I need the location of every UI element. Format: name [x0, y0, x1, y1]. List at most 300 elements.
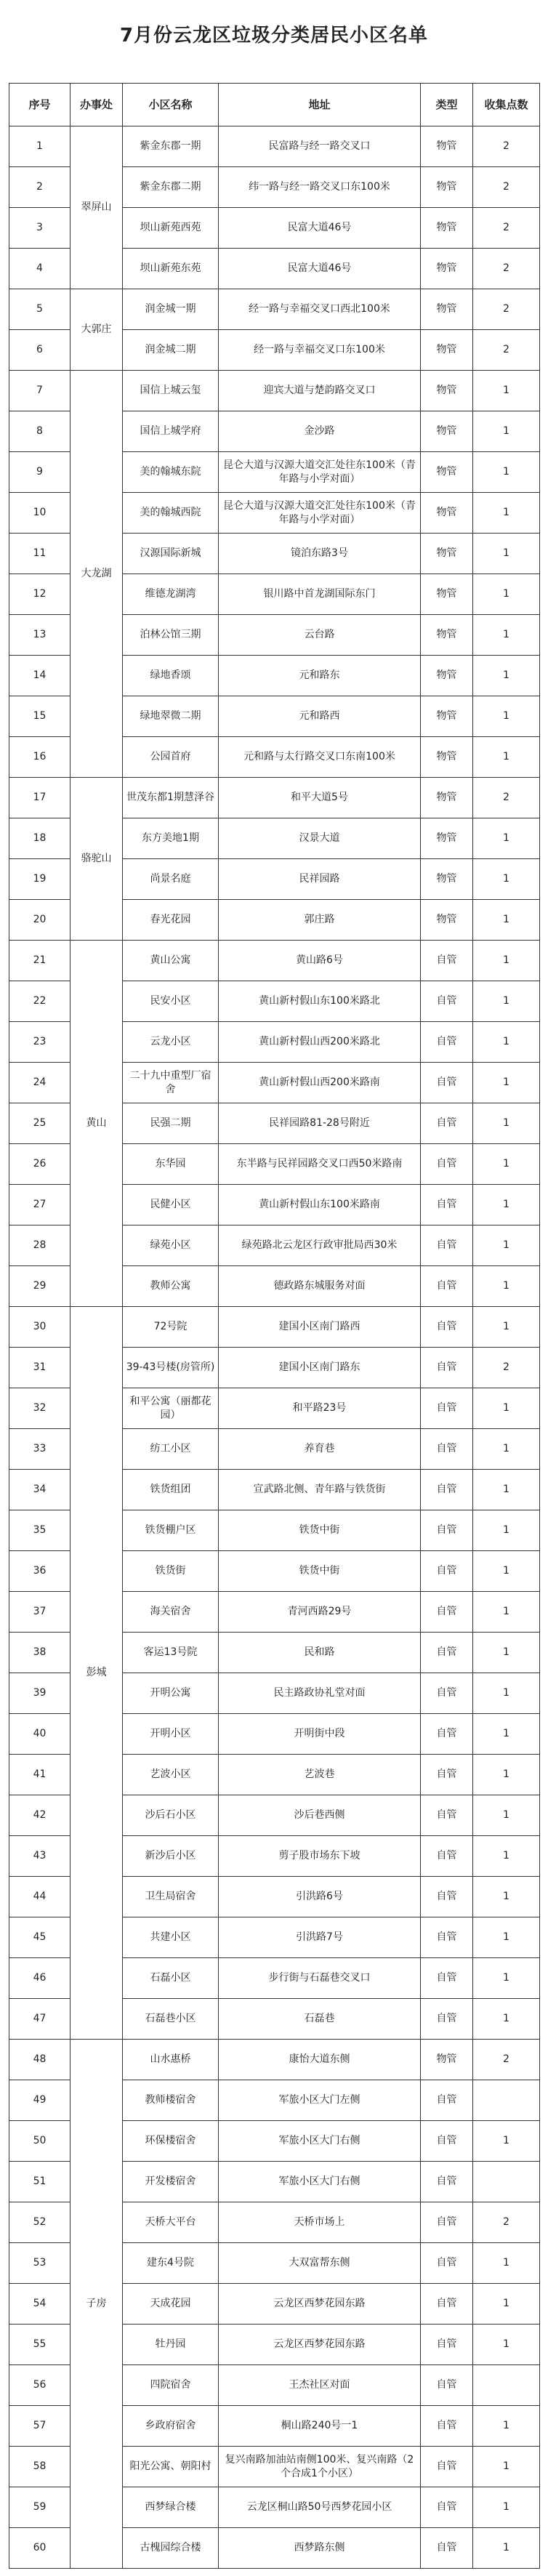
row-index: 57: [9, 2406, 70, 2447]
community-name: 云龙小区: [123, 1022, 219, 1063]
collection-points: 1: [473, 1388, 540, 1429]
address: 西梦路东侧: [219, 2528, 421, 2569]
management-type: 自管: [421, 1103, 473, 1144]
management-type: 物管: [421, 656, 473, 696]
collection-points: 1: [473, 696, 540, 737]
management-type: 自管: [421, 1063, 473, 1103]
management-type: 自管: [421, 1795, 473, 1836]
collection-points: 1: [473, 452, 540, 493]
collection-points: 1: [473, 941, 540, 981]
address: 铁货中街: [219, 1510, 421, 1551]
management-type: 物管: [421, 126, 473, 167]
collection-points: 2: [473, 249, 540, 289]
address: 沙后巷西侧: [219, 1795, 421, 1836]
row-index: 29: [9, 1266, 70, 1307]
header-office: 办事处: [70, 84, 123, 126]
collection-points: 1: [473, 1185, 540, 1225]
collection-points: 2: [473, 126, 540, 167]
collection-points: 1: [473, 411, 540, 452]
collection-points: 1: [473, 1755, 540, 1795]
management-type: 物管: [421, 411, 473, 452]
management-type: 自管: [421, 1429, 473, 1470]
management-type: 自管: [421, 1022, 473, 1063]
management-type: 自管: [421, 2528, 473, 2569]
address: 养育巷: [219, 1429, 421, 1470]
office-name: 大龙湖: [70, 371, 123, 778]
management-type: 物管: [421, 2040, 473, 2080]
office-name: 大郭庄: [70, 289, 123, 371]
row-index: 36: [9, 1551, 70, 1592]
management-type: 自管: [421, 1592, 473, 1633]
management-type: 物管: [421, 371, 473, 411]
row-index: 22: [9, 981, 70, 1022]
community-name: 泊林公馆三期: [123, 615, 219, 656]
community-name: 尚景名庭: [123, 859, 219, 900]
collection-points: 1: [473, 1917, 540, 1958]
address: 金沙路: [219, 411, 421, 452]
address: 军旅小区大门左侧: [219, 2080, 421, 2121]
collection-points: 2: [473, 778, 540, 818]
collection-points: 1: [473, 1144, 540, 1185]
community-name: 民健小区: [123, 1185, 219, 1225]
address: 民富大道46号: [219, 249, 421, 289]
address: 郭庄路: [219, 900, 421, 941]
collection-points: 1: [473, 574, 540, 615]
row-index: 42: [9, 1795, 70, 1836]
table-row: [9, 778, 540, 818]
community-name: 卫生局宿舍: [123, 1877, 219, 1917]
row-index: 14: [9, 656, 70, 696]
management-type: 自管: [421, 1999, 473, 2040]
management-type: 自管: [421, 1144, 473, 1185]
collection-points: 1: [473, 2528, 540, 2569]
address: 剪子股市场东下坡: [219, 1836, 421, 1877]
management-type: 自管: [421, 1307, 473, 1348]
community-name: 阳光公寓、朝阳村: [123, 2447, 219, 2487]
management-type: 自管: [421, 1877, 473, 1917]
address: 云台路: [219, 615, 421, 656]
row-index: 23: [9, 1022, 70, 1063]
community-name: 教师楼宿舍: [123, 2080, 219, 2121]
row-index: 16: [9, 737, 70, 778]
collection-points: 1: [473, 1592, 540, 1633]
management-type: 自管: [421, 2284, 473, 2325]
table-row: [9, 126, 540, 167]
management-type: 自管: [421, 1633, 473, 1673]
management-type: 自管: [421, 2325, 473, 2365]
management-type: 自管: [421, 1958, 473, 1999]
row-index: 46: [9, 1958, 70, 1999]
address: 步行街与石磊巷交叉口: [219, 1958, 421, 1999]
management-type: 物管: [421, 696, 473, 737]
row-index: 10: [9, 493, 70, 534]
row-index: 41: [9, 1755, 70, 1795]
row-index: 2: [9, 167, 70, 208]
collection-points: 2: [473, 2202, 540, 2243]
row-index: 4: [9, 249, 70, 289]
management-type: 物管: [421, 574, 473, 615]
address: 黄山新村假山西200米路北: [219, 1022, 421, 1063]
community-name: 天成花园: [123, 2284, 219, 2325]
address: 元和路西: [219, 696, 421, 737]
table-row: [9, 289, 540, 330]
management-type: 自管: [421, 1470, 473, 1510]
community-name: 东方美地1期: [123, 818, 219, 859]
management-type: 自管: [421, 2121, 473, 2162]
community-name: 铁货组团: [123, 1470, 219, 1510]
community-name: 牡丹园: [123, 2325, 219, 2365]
row-index: 7: [9, 371, 70, 411]
table-row: [9, 2040, 540, 2080]
address: 纬一路与经一路交叉口东100米: [219, 167, 421, 208]
address: 桐山路240号一1: [219, 2406, 421, 2447]
community-name: 环保楼宿舍: [123, 2121, 219, 2162]
community-name: 润金城一期: [123, 289, 219, 330]
community-name: 山水惠桥: [123, 2040, 219, 2080]
row-index: 40: [9, 1714, 70, 1755]
management-type: 自管: [421, 1510, 473, 1551]
community-name: 绿地香颂: [123, 656, 219, 696]
row-index: 58: [9, 2447, 70, 2487]
collection-points: 1: [473, 1063, 540, 1103]
address: 石磊巷: [219, 1999, 421, 2040]
management-type: 物管: [421, 859, 473, 900]
collection-points: 1: [473, 737, 540, 778]
management-type: 自管: [421, 1225, 473, 1266]
row-index: 31: [9, 1348, 70, 1388]
collection-points: 1: [473, 1551, 540, 1592]
address: 引洪路7号: [219, 1917, 421, 1958]
collection-points: 1: [473, 2487, 540, 2528]
community-name: 二十九中重型厂宿舍: [123, 1063, 219, 1103]
community-name: 新沙后小区: [123, 1836, 219, 1877]
collection-points: 1: [473, 2121, 540, 2162]
row-index: 25: [9, 1103, 70, 1144]
address: 民祥园路: [219, 859, 421, 900]
community-name: 艺波小区: [123, 1755, 219, 1795]
collection-points: 1: [473, 1633, 540, 1673]
address: 经一路与幸福交叉口西北100米: [219, 289, 421, 330]
collection-points: [473, 2080, 540, 2121]
community-name: 39-43号楼(房管所): [123, 1348, 219, 1388]
address: 元和路东: [219, 656, 421, 696]
community-name: 美的翰城东院: [123, 452, 219, 493]
address: 建国小区南门路西: [219, 1307, 421, 1348]
management-type: 物管: [421, 778, 473, 818]
community-name: 和平公寓（丽都花园）: [123, 1388, 219, 1429]
community-name: 紫金东郡二期: [123, 167, 219, 208]
address: 大双富帮东侧: [219, 2243, 421, 2284]
table-row: [9, 371, 540, 411]
collection-points: 1: [473, 1958, 540, 1999]
collection-points: 1: [473, 2243, 540, 2284]
collection-points: 1: [473, 1103, 540, 1144]
management-type: 自管: [421, 1836, 473, 1877]
address: 迎宾大道与楚韵路交叉口: [219, 371, 421, 411]
office-name: 骆驼山: [70, 778, 123, 941]
address: 建国小区南门路东: [219, 1348, 421, 1388]
row-index: 53: [9, 2243, 70, 2284]
row-index: 56: [9, 2365, 70, 2406]
community-name: 民安小区: [123, 981, 219, 1022]
row-index: 24: [9, 1063, 70, 1103]
community-name: 美的翰城西院: [123, 493, 219, 534]
collection-points: 1: [473, 1307, 540, 1348]
community-name: 绿苑小区: [123, 1225, 219, 1266]
address: 云龙区西梦花园东路: [219, 2325, 421, 2365]
management-type: 物管: [421, 452, 473, 493]
address: 军旅小区大门右侧: [219, 2121, 421, 2162]
row-index: 33: [9, 1429, 70, 1470]
management-type: 物管: [421, 737, 473, 778]
address: 青河西路29号: [219, 1592, 421, 1633]
management-type: 物管: [421, 493, 473, 534]
address: 经一路与幸福交叉口东100米: [219, 330, 421, 371]
row-index: 13: [9, 615, 70, 656]
row-index: 1: [9, 126, 70, 167]
row-index: 60: [9, 2528, 70, 2569]
management-type: 自管: [421, 981, 473, 1022]
community-name: 维德龙湖湾: [123, 574, 219, 615]
management-type: 自管: [421, 1266, 473, 1307]
header-type: 类型: [421, 84, 473, 126]
header-points: 收集点数: [473, 84, 540, 126]
row-index: 20: [9, 900, 70, 941]
address: 和平路23号: [219, 1388, 421, 1429]
office-name: 翠屏山: [70, 126, 123, 289]
collection-points: 1: [473, 656, 540, 696]
community-name: 沙后石小区: [123, 1795, 219, 1836]
management-type: 自管: [421, 2487, 473, 2528]
community-table: [9, 83, 540, 2569]
collection-points: 2: [473, 289, 540, 330]
community-name: 东华园: [123, 1144, 219, 1185]
collection-points: 1: [473, 818, 540, 859]
community-name: 共建小区: [123, 1917, 219, 1958]
row-index: 59: [9, 2487, 70, 2528]
table-body: [9, 126, 540, 2569]
row-index: 26: [9, 1144, 70, 1185]
row-index: 19: [9, 859, 70, 900]
collection-points: 1: [473, 371, 540, 411]
management-type: 自管: [421, 2406, 473, 2447]
management-type: 自管: [421, 1348, 473, 1388]
page-title: 7月份云龙区垃圾分类居民小区名单: [119, 25, 429, 47]
collection-points: 1: [473, 1836, 540, 1877]
collection-points: 1: [473, 615, 540, 656]
management-type: 物管: [421, 208, 473, 249]
row-index: 50: [9, 2121, 70, 2162]
management-type: 物管: [421, 818, 473, 859]
collection-points: 1: [473, 493, 540, 534]
header-address: 地址: [219, 84, 421, 126]
row-index: 52: [9, 2202, 70, 2243]
row-index: 55: [9, 2325, 70, 2365]
management-type: 物管: [421, 289, 473, 330]
collection-points: 1: [473, 859, 540, 900]
address: 铁货中街: [219, 1551, 421, 1592]
collection-points: 1: [473, 900, 540, 941]
address: 民主路政协礼堂对面: [219, 1673, 421, 1714]
community-name: 润金城二期: [123, 330, 219, 371]
address: 黄山新村假山东100米路南: [219, 1185, 421, 1225]
table-row: [9, 941, 540, 981]
community-name: 公园首府: [123, 737, 219, 778]
header-community: 小区名称: [123, 84, 219, 126]
community-name: 四院宿舍: [123, 2365, 219, 2406]
row-index: 47: [9, 1999, 70, 2040]
address: 东半路与民祥园路交叉口西50米路南: [219, 1144, 421, 1185]
row-index: 51: [9, 2162, 70, 2202]
collection-points: 1: [473, 2447, 540, 2487]
row-index: 43: [9, 1836, 70, 1877]
row-index: 21: [9, 941, 70, 981]
address: 民祥园路81-28号附近: [219, 1103, 421, 1144]
office-name: 黄山: [70, 941, 123, 1307]
address: 民富大道46号: [219, 208, 421, 249]
row-index: 48: [9, 2040, 70, 2080]
address: 云龙区西梦花园东路: [219, 2284, 421, 2325]
collection-points: [473, 2162, 540, 2202]
management-type: 物管: [421, 167, 473, 208]
collection-points: 1: [473, 1266, 540, 1307]
community-name: 乡政府宿舍: [123, 2406, 219, 2447]
community-name: 纺工小区: [123, 1429, 219, 1470]
row-index: 49: [9, 2080, 70, 2121]
community-name: 72号院: [123, 1307, 219, 1348]
management-type: 物管: [421, 330, 473, 371]
community-name: 建东4号院: [123, 2243, 219, 2284]
community-name: 铁货街: [123, 1551, 219, 1592]
office-name: 子房: [70, 2040, 123, 2569]
address: 元和路与太行路交叉口东南100米: [219, 737, 421, 778]
address: 民富路与经一路交叉口: [219, 126, 421, 167]
address: 天桥市场上: [219, 2202, 421, 2243]
collection-points: 1: [473, 2325, 540, 2365]
community-name: 汉源国际新城: [123, 534, 219, 574]
management-type: 物管: [421, 900, 473, 941]
address: 民和路: [219, 1633, 421, 1673]
management-type: 自管: [421, 1917, 473, 1958]
row-index: 15: [9, 696, 70, 737]
management-type: 物管: [421, 534, 473, 574]
address: 绿苑路北云龙区行政审批局西30米: [219, 1225, 421, 1266]
community-name: 教师公寓: [123, 1266, 219, 1307]
management-type: 自管: [421, 941, 473, 981]
row-index: 34: [9, 1470, 70, 1510]
community-name: 国信上城学府: [123, 411, 219, 452]
management-type: 自管: [421, 2080, 473, 2121]
address: 黄山路6号: [219, 941, 421, 981]
community-name: 天桥大平台: [123, 2202, 219, 2243]
row-index: 12: [9, 574, 70, 615]
address: 昆仑大道与汉源大道交汇处往东100米（青年路与小学对面）: [219, 493, 421, 534]
collection-points: 1: [473, 1510, 540, 1551]
collection-points: 1: [473, 981, 540, 1022]
management-type: 物管: [421, 249, 473, 289]
address: 汉景大道: [219, 818, 421, 859]
community-name: 客运13号院: [123, 1633, 219, 1673]
community-name: 民强二期: [123, 1103, 219, 1144]
address: 王杰社区对面: [219, 2365, 421, 2406]
management-type: 自管: [421, 1673, 473, 1714]
collection-points: 1: [473, 1999, 540, 2040]
row-index: 17: [9, 778, 70, 818]
collection-points: 1: [473, 1877, 540, 1917]
collection-points: 1: [473, 1225, 540, 1266]
row-index: 9: [9, 452, 70, 493]
row-index: 45: [9, 1917, 70, 1958]
row-index: 44: [9, 1877, 70, 1917]
row-index: 54: [9, 2284, 70, 2325]
address: 宣武路北侧、青年路与铁货街: [219, 1470, 421, 1510]
community-name: 国信上城云玺: [123, 371, 219, 411]
community-name: 石磊小区: [123, 1958, 219, 1999]
management-type: 物管: [421, 615, 473, 656]
address: 银川路中首龙湖国际东门: [219, 574, 421, 615]
community-name: 开明公寓: [123, 1673, 219, 1714]
row-index: 30: [9, 1307, 70, 1348]
collection-points: 1: [473, 534, 540, 574]
collection-points: 1: [473, 1714, 540, 1755]
row-index: 38: [9, 1633, 70, 1673]
management-type: 自管: [421, 1551, 473, 1592]
row-index: 6: [9, 330, 70, 371]
community-name: 西梦绿合楼: [123, 2487, 219, 2528]
row-index: 18: [9, 818, 70, 859]
collection-points: 2: [473, 2040, 540, 2080]
collection-points: 1: [473, 1673, 540, 1714]
address: 艺波巷: [219, 1755, 421, 1795]
address: 黄山新村假山东100米路北: [219, 981, 421, 1022]
community-name: 石磊巷小区: [123, 1999, 219, 2040]
address: 复兴南路加油站南侧100米、复兴南路（2个合成1个小区）: [219, 2447, 421, 2487]
collection-points: 2: [473, 1348, 540, 1388]
management-type: 自管: [421, 1185, 473, 1225]
address: 和平大道5号: [219, 778, 421, 818]
address: 康怡大道东侧: [219, 2040, 421, 2080]
management-type: 自管: [421, 1714, 473, 1755]
management-type: 自管: [421, 1755, 473, 1795]
address: 昆仑大道与汉源大道交汇处往东100米（青年路与小学对面）: [219, 452, 421, 493]
management-type: 自管: [421, 2202, 473, 2243]
row-index: 8: [9, 411, 70, 452]
community-name: 海关宿舍: [123, 1592, 219, 1633]
row-index: 5: [9, 289, 70, 330]
management-type: 自管: [421, 2365, 473, 2406]
community-name: 开发楼宿舍: [123, 2162, 219, 2202]
community-name: 坝山新苑西苑: [123, 208, 219, 249]
management-type: 自管: [421, 2243, 473, 2284]
row-index: 27: [9, 1185, 70, 1225]
header-index: 序号: [9, 84, 70, 126]
community-name: 坝山新苑东苑: [123, 249, 219, 289]
community-name: 古槐园综合楼: [123, 2528, 219, 2569]
collection-points: [473, 2365, 540, 2406]
table-row: [9, 1307, 540, 1348]
table-header-row: [9, 84, 540, 126]
address: 黄山新村假山西200米路南: [219, 1063, 421, 1103]
community-name: 黄山公寓: [123, 941, 219, 981]
address: 引洪路6号: [219, 1877, 421, 1917]
address: 开明街中段: [219, 1714, 421, 1755]
collection-points: 1: [473, 1795, 540, 1836]
community-name: 绿地翠微二期: [123, 696, 219, 737]
community-name: 开明小区: [123, 1714, 219, 1755]
management-type: 自管: [421, 2162, 473, 2202]
row-index: 39: [9, 1673, 70, 1714]
address: 军旅小区大门右侧: [219, 2162, 421, 2202]
